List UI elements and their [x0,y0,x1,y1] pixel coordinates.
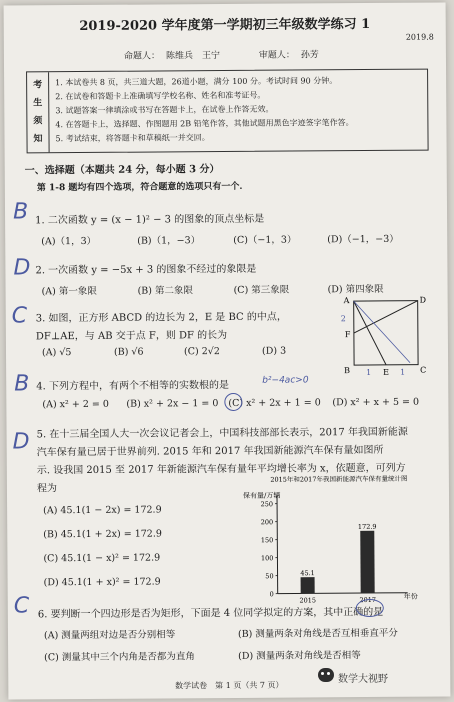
pencil-circle [356,599,384,617]
question-5-option-a: (A) 45.1(1 − 2x) = 172.9 [43,504,162,517]
label-c: C [420,365,427,375]
question-6-stem: 6. 要判断一个四边形是否为矩形，下面是 4 位同学拟定的方案，其中正确的是 [37,606,384,621]
exam-date: 2019.8 [405,32,434,42]
segment-ae [354,301,386,365]
label-b: B [344,366,351,376]
handwritten-length: 1 [400,367,406,377]
question-1-stem: 1. 二次函数 y = (x − 1)² − 3 的图象的顶点坐标是 [35,213,265,227]
question-1-option-d: (D)（−1，−3） [327,233,399,246]
chart-y-tick-label: 250 [260,500,274,509]
chart-title: 2015年和2017年我国新能源汽车保有量统计图 [270,474,408,484]
notice-side-char: 知 [33,134,43,145]
question-2-option-c: (C) 第三象限 [233,284,290,296]
question-4-stem: 4. 下列方程中，有两个不相等的实数根的是 [36,379,230,393]
handwritten-note: b²−4ac>0 [262,375,309,386]
notice-items [55,74,354,146]
handwritten-answer: B [12,199,29,225]
chart-y-tick-label: 200 [260,518,274,527]
notice-side-char: 须 [33,116,43,127]
question-5-stem-line: 程为 [36,483,57,495]
bar-chart-svg [239,471,440,612]
question-4-option-a: (A) x² + 2 = 0 [42,398,109,411]
authors: 陈维兵 王宁 [165,51,221,62]
reviewer: 孙芳 [300,50,319,61]
question-2-option-a: (A) 第一象限 [41,285,97,298]
chart-data-label: 172.9 [357,522,377,531]
label-e: E [383,367,390,377]
exam-title: 2019-2020 学年度第一学期初三年级数学练习 1 [79,16,371,35]
question-5-stem-line: 示. 设我国 2015 至 2017 年新能源汽车保有量年平均增长率为 x，依题意，可列方 [36,462,406,477]
question-3-stem-line: DF⊥AE，与 AB 交于点 F，则 DF 的长为 [35,329,228,343]
chart-y-axis [277,496,278,594]
watermark-text: 数学大视野 [338,674,388,685]
question-6-option-a: (A) 测量两组对边是否分别相等 [43,629,176,642]
chart-y-tick-label: 50 [265,572,274,581]
question-6-option-d: (D) 测量两条对角线是否相等 [238,650,361,662]
author-label: 命题人： [123,51,160,62]
notice-side-char: 考 [33,80,43,91]
question-6-option-c: (C) 测量其中三个内角是否都为直角 [44,651,195,664]
chart-bar [301,577,315,593]
chart-x-tick-label: 2017 [359,595,377,605]
chart-y-tick-label: 100 [260,554,274,563]
chart-x-tick-label: 2015 [299,596,317,605]
bar-chart [239,471,440,612]
question-1-option-a: (A)（1，3） [41,235,97,248]
handwritten-answer: B [14,371,30,397]
handwritten-answer: C [11,303,28,329]
handwritten-answer: C [13,593,30,619]
question-2-stem: 2. 一次函数 y = −5x + 3 的图象不经过的象限是 [35,263,257,277]
chart-x-axis [278,593,408,594]
question-5-stem-line: 5. 在十三届全国人大一次会议记者会上，中国科技部部长表示，2017 年我国新能源 [36,426,408,441]
question-3-option-a: (A) √5 [41,347,72,359]
label-d: D [419,295,427,305]
question-5-option-b: (B) 45.1(1 + 2x) = 172.9 [43,528,162,541]
question-5-option-d: (D) 45.1(1 + x)² = 172.9 [43,576,161,589]
question-4-option-c: (C) x² + 2x + 1 = 0 [228,397,321,409]
question-1-option-b: (B)（1，−3） [137,235,201,247]
handwritten-length: 2 [340,314,346,324]
label-f: F [344,330,351,340]
wechat-icon [318,668,334,682]
label-a: A [343,296,350,306]
chart-x-axis-label: 年份 [403,592,418,601]
pencil-line [354,301,410,363]
square-abcd [354,301,418,365]
section-title: 一、选择题（本题共 24 分，每小题 3 分） [24,164,220,177]
chart-data-label: 45.1 [300,569,315,578]
question-2-option-d: (D) 第四象限 [327,283,384,296]
notice-item: 1. 本试卷共 8 页，共三道大题，26道小题，满分 100 分。考试时间 90 分钟。 [55,76,338,88]
square-figure [340,293,441,384]
page-footer: 数学试卷 第 1 页（共 7 页） [175,680,284,691]
pencil-circle [224,393,242,411]
author-line [124,47,325,61]
notice-side-label [27,72,50,152]
handwritten-length: 1 [366,367,372,378]
notice-item: 2. 在试卷和答题卡上准确填写学校名称、姓名和准考证号。 [55,90,266,102]
notice-item: 3. 试题答案一律填涂或书写在答题卡上，在试卷上作答无效。 [55,104,274,116]
question-2-option-b: (B) 第二象限 [137,285,194,297]
question-3-option-d: (D) 3 [261,345,287,357]
notice-item: 4. 在答题卡上，选择题、作图题用 2B 铅笔作答，其他试题用黑色字迹签字笔作答。 [55,118,354,130]
question-1-option-c: (C)（−1，3） [233,234,297,246]
chart-y-axis-label: 保有量/万辆 [242,491,281,500]
handwritten-answer: D [12,429,30,455]
section-instruction: 第 1-8 题均有四个选项，符合题意的选项只有一个. [36,181,243,194]
question-3-option-b: (B) √6 [113,346,144,358]
notice-side-char: 生 [33,98,43,109]
exam-notice-box [26,69,429,154]
exam-paper [4,2,451,699]
question-3-option-c: (C) 2√2 [183,346,220,358]
chart-y-tick-label: 150 [260,536,274,545]
reviewer-label: 审题人： [258,50,295,61]
chart-bar [360,531,374,593]
handwritten-answer: D [13,255,31,281]
notice-item: 5. 考试结束，将答题卡和草稿纸一并交回。 [55,133,210,144]
question-4-option-b: (B) x² + 2x − 1 = 0 [126,398,219,410]
question-3-stem-line: 3. 如图，正方形 ABCD 的边长为 2，E 是 BC 的中点， [35,311,287,325]
question-5-option-c: (C) 45.1(1 − x)² = 172.9 [43,552,161,565]
question-6-option-b: (B) 测量两条对角线是否互相垂直平分 [237,627,398,640]
question-5-stem-line: 汽车保有量已居于世界前列. 2015 年和 2017 年我国新能源汽车保有量如图所 [36,444,384,459]
chart-y-tick-label: 0 [269,590,274,599]
segment-df [354,301,418,333]
question-4-option-d: (D) x² + x + 5 = 0 [332,396,420,409]
